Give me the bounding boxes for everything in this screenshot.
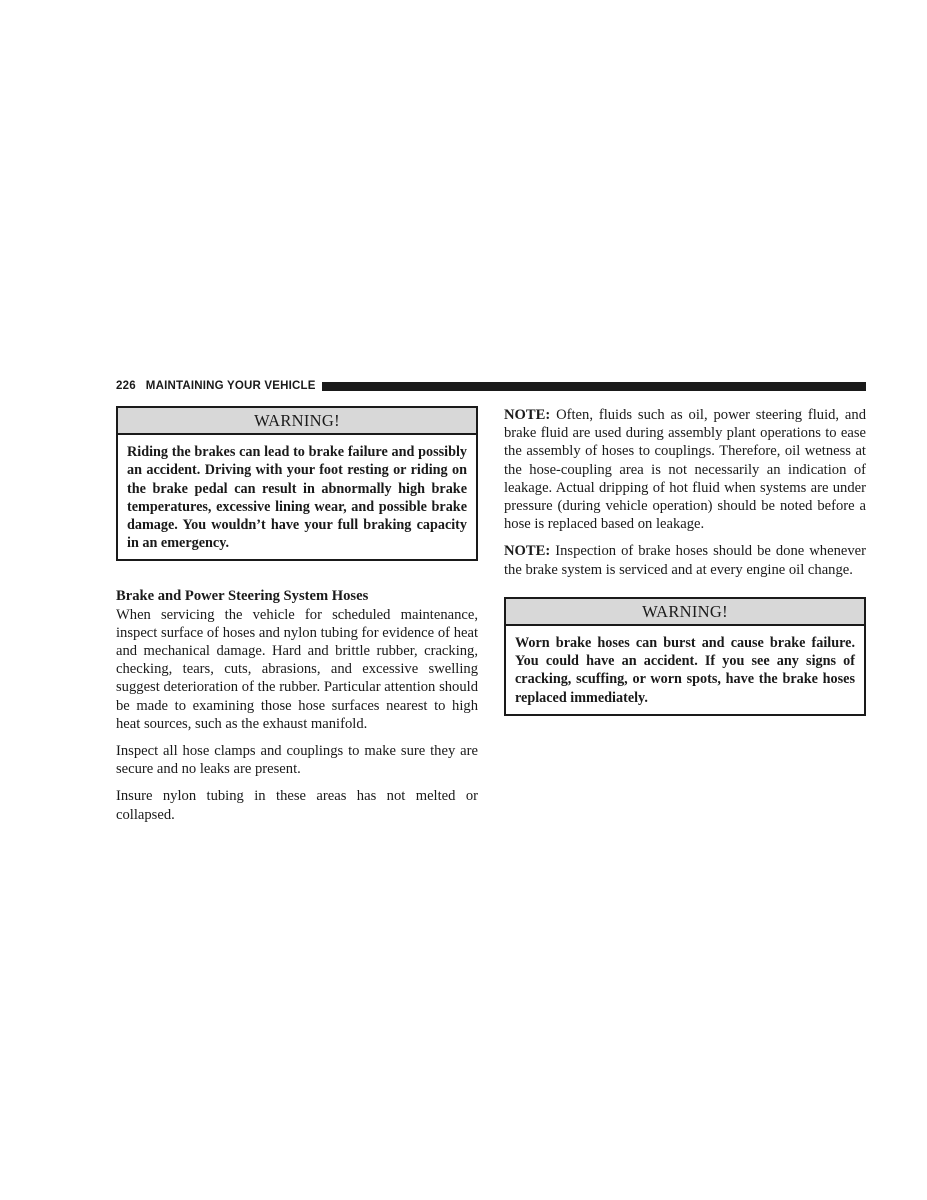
warning-body: Riding the brakes can lead to brake failure and possibly an accident. Driving with your foot resting or riding on the brake pedal can result in abnormally high brake temperatures, excessive lining wear, and possible brake damage. You wouldn’t have your full braking capacity in an emergency. — [127, 444, 467, 552]
note-text: Inspection of brake hoses should be done whenever the brake system is serviced and at every engine oil change. — [504, 543, 866, 578]
section-title: MAINTAINING YOUR VEHICLE — [145, 380, 316, 392]
note-text: Often, fluids such as oil, power steering fluid, and brake fluid are used during assembly plant operations to ease the assembly of hoses to couplings. Therefore, oil wetness at the hose-coupling area is not necessarily an indication of leakage. Actual dripping of hot fluid when systems are under pressure (during vehicle operation) should be noted before a hose is replaced based on leakage. — [504, 407, 867, 533]
warning-title: WARNING! — [506, 599, 864, 626]
note-inspection — [504, 542, 866, 578]
paragraph-hose-clamps: Inspect all hose clamps and couplings to make sure they are secure and no leaks are present. — [116, 743, 478, 778]
warning-title: WARNING! — [118, 408, 476, 435]
paragraph-nylon-tubing: Insure nylon tubing in these areas has not melted or collapsed. — [116, 788, 478, 823]
note-label: NOTE: — [504, 543, 551, 560]
header-rule — [322, 382, 866, 391]
warning-body: Worn brake hoses can burst and cause brake failure. You could have an accident. If you see any signs of cracking, scuffing, or worn spots, have the brake hoses replaced immediately. — [515, 635, 855, 706]
note-label: NOTE: — [504, 407, 551, 423]
right-column — [504, 406, 866, 716]
page-header — [116, 378, 866, 394]
warning-box-riding-brakes — [116, 406, 478, 561]
subheading-brake-hoses: Brake and Power Steering System Hoses — [116, 588, 369, 605]
page-number: 226 — [116, 380, 136, 392]
left-column — [116, 406, 478, 833]
warning-box-worn-hoses — [504, 597, 866, 716]
paragraph-servicing: When servicing the vehicle for scheduled maintenance, inspect surface of hoses and nylon tubing for evidence of heat and mechanical damage. Hard and brittle rubber, cracking, checking, tears, cuts, abrasions, and excessive swelling suggest deterioration of the rubber. Particular attention should be made to examining those hose surfaces nearest to high heat sources, such as the exhaust manifold. — [116, 606, 478, 732]
note-fluids — [504, 406, 866, 533]
